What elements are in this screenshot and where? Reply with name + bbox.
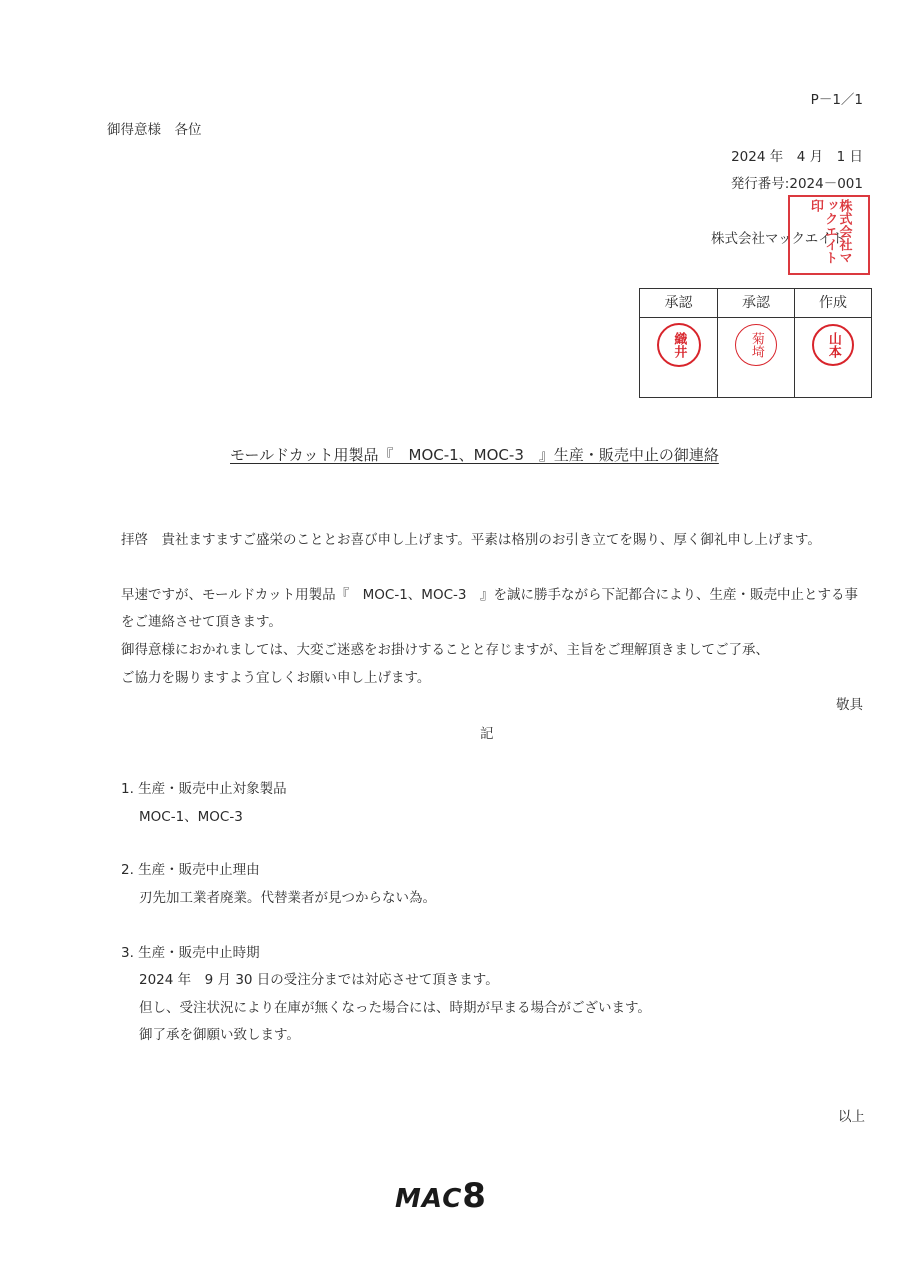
item-text: 刃先加工業者廃業。代替業者が見つからない為。 [139, 890, 436, 906]
approval-label: 作成 [795, 289, 871, 318]
issue-date: 2024 年 4 月 1 日 [731, 149, 863, 165]
item-heading: 3. 生産・販売中止時期 [121, 945, 260, 961]
item-heading: 2. 生産・販売中止理由 [121, 862, 260, 878]
personal-seal: 菊埼 [735, 324, 777, 366]
ki-heading: 記 [480, 726, 494, 742]
item-text: 御了承を御願い致します。 [139, 1027, 300, 1043]
body-line: 早速ですが、モールドカット用製品『 MOC-1、MOC-3 』を誠に勝手ながら下記都合により、生産・販売中止とする事 [121, 587, 858, 603]
item-text: 但し、受注状況により在庫が無くなった場合には、時期が早まる場合がございます。 [139, 1000, 651, 1016]
addressee: 御得意様 各位 [107, 122, 202, 138]
greeting: 拝啓 貴社ますますご盛栄のこととお喜び申し上げます。平素は格別のお引き立てを賜り、厚く御礼申し上げます。 [121, 532, 821, 548]
issue-number: 発行番号:2024－001 [730, 176, 863, 192]
mac8-logo [395, 1176, 487, 1216]
company-seal: 株式会社マックエイト印 [788, 195, 870, 275]
document-title: モールドカット用製品『 MOC-1、MOC-3 』生産・販売中止の御連絡 [230, 446, 719, 464]
company-name: 株式会社マックエイト [711, 231, 846, 247]
approval-label: 承認 [718, 289, 794, 318]
approval-label: 承認 [640, 289, 717, 318]
logo-digit: 8 [462, 1176, 487, 1216]
item-text: MOC-1、MOC-3 [139, 809, 243, 825]
page-number: P－1／1 [810, 92, 863, 108]
approval-column [794, 289, 871, 397]
body-line: ご協力を賜りますよう宜しくお願い申し上げます。 [121, 670, 431, 686]
logo-text: MAC [395, 1184, 463, 1214]
item-heading: 1. 生産・販売中止対象製品 [121, 781, 287, 797]
body-line: をご連絡させて頂きます。 [121, 614, 282, 630]
closing-ijou: 以上 [838, 1109, 865, 1125]
closing-keigu: 敬具 [836, 697, 863, 713]
approval-column [717, 289, 794, 397]
approval-table [639, 288, 872, 398]
body-line: 御得意様におかれましては、大変ご迷惑をお掛けすることと存じますが、主旨をご理解頂きましてご了承、 [121, 642, 769, 658]
personal-seal: 山本 [812, 324, 854, 366]
item-text: 2024 年 9 月 30 日の受注分までは対応させて頂きます。 [139, 972, 499, 988]
approval-column [640, 289, 717, 397]
personal-seal: 織井 [657, 323, 701, 367]
